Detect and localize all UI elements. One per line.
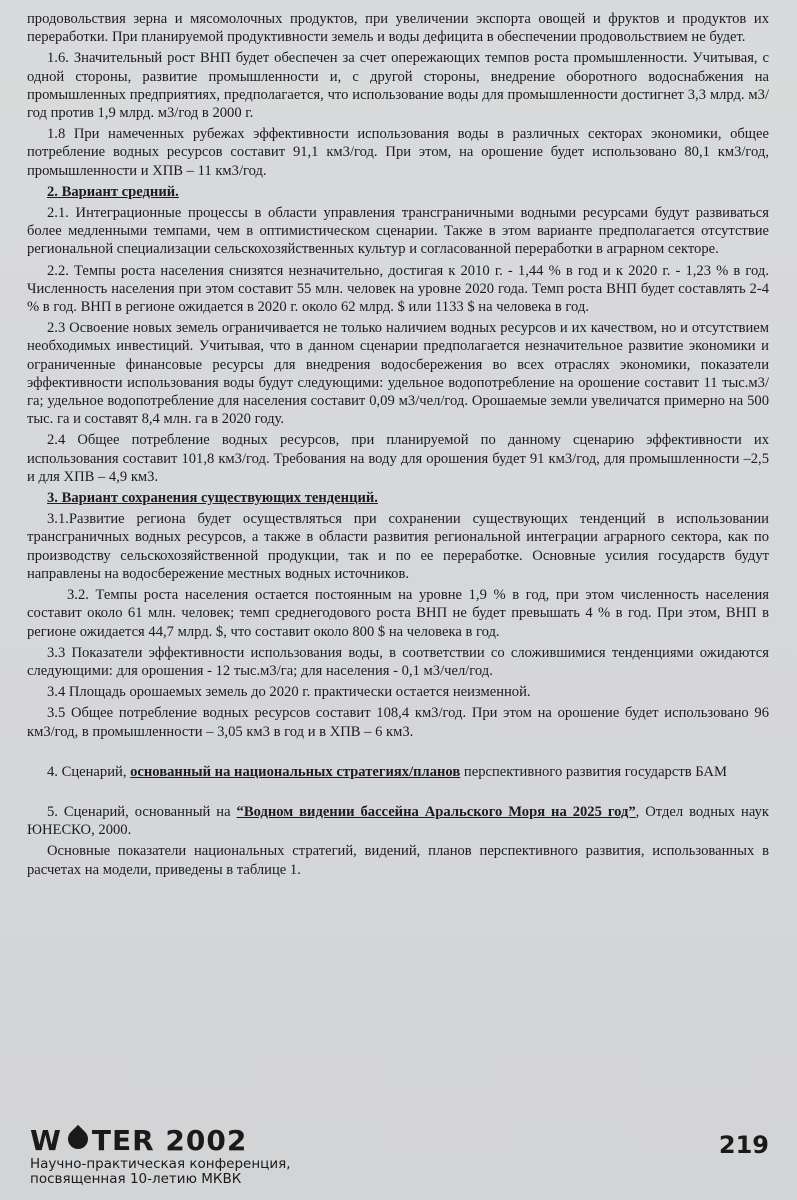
scenario-5: [27, 803, 769, 839]
scenario-5-suffix: , Отдел водных наук ЮНЕСКО, 2000.: [27, 803, 769, 839]
paragraph-1-8: 1.8 При намеченных рубежах эффективности использования воды в различных секторах экономики, общее потребление водных ресурсов составит 91,1 км3/год. При этом, на орошение будет использовано 80,1 км3/год, промышленности и ХПВ – 11 км3/год.: [27, 126, 769, 179]
heading-variant-3-text: 3. Вариант сохранения существующих тенденций.: [47, 490, 378, 507]
body-text: [27, 10, 769, 882]
paragraph-2-4: 2.4 Общее потребление водных ресурсов, при планируемой по данному сценарию эффективности их использования составит 101,8 км3/год. Требования на воду для орошения будет 91 км3/год, для промышленности –2,5 и для ХПВ – 4,9 км3.: [27, 432, 769, 485]
paragraph-3-2: 3.2. Темпы роста населения остается постоянным на уровне 1,9 % в год, при этом численность населения составит около 61 млн. человек; темп среднегодового роста ВНП не будет превышать 4 % в год. При этом, ВНП в регионе ожидается 44,7 млрд. $, что составит около 800 $ на человека в год.: [27, 587, 769, 640]
scenario-4-suffix: перспективного развития государств БАМ: [460, 763, 727, 780]
paragraph-2-3: 2.3 Освоение новых земель ограничивается не только наличием водных ресурсов и их качеством, но и отсутствием необходимых инвестиций. Учитывая, что в данном сценарии предполагается незначительное развитие экономики и ограниченные финансовые ресурсы для внедрения водосбережения во всех отраслях экономики, показатели эффективности использования воды будут следующими: удельное водопотребление на орошение составит 11 тыс.м3/га; удельное водопотребление для населения составит 0,09 м3/чел/год. Орошаемые земли увеличатся примерно на 500 тыс. га и составят 8,4 млн. га в 2020 году.: [27, 320, 769, 428]
paragraph-3-5: 3.5 Общее потребление водных ресурсов составит 108,4 км3/год. При этом на орошение будет использовано 96 км3/год, в промышленности – 3,05 км3 в год и в ХПВ – 6 км3.: [27, 705, 769, 740]
paragraph-3-1: 3.1.Развитие региона будет осуществляться при сохранении существующих тенденций в использовании трансграничных водных ресурсов, а также в области развития региональной интеграции аграрного сектора, как по производству сельскохозяйственной продукции, так и по ее переработке. Основные усилия государств будут направлены на водосбережение местных водных источников.: [27, 511, 769, 582]
paragraph-table-ref: Основные показатели национальных стратегий, видений, планов перспективного развития, использованных в расчетах на модели, приведены в таблице 1.: [27, 843, 769, 878]
paragraph-1-6: 1.6. Значительный рост ВНП будет обеспечен за счет опережающих темпов роста промышленности. Учитывая, с одной стороны, развитие промышленности и, с другой стороны, внедрение оборотного водоснабжения на промышленных предприятиях, предполагается, что использование воды для промышленности достигнет 3,3 млрд. м3/год против 1,9 млрд. м3/год в 2000 г.: [27, 50, 769, 122]
paragraph-3-4: 3.4 Площадь орошаемых земель до 2020 г. практически остается неизменной.: [47, 684, 531, 701]
paragraph-2-1: 2.1. Интеграционные процессы в области управления трансграничными водными ресурсами будут развиваться более медленными темпами, чем в оптимистическом сценарии. Также в этом варианте предполагается отсутствие региональной специализации сельскохозяйственных культур и согласованной переработки в аграрном секторе.: [27, 205, 769, 258]
scenario-5-prefix: 5. Сценарий, основанный на: [47, 803, 237, 820]
page-number: 219: [718, 1131, 769, 1159]
water-drop-icon: [64, 1125, 92, 1153]
page-footer: [30, 1125, 775, 1185]
paragraph-3-3: 3.3 Показатели эффективности использования воды, в соответствии со сложившимися тенденциями ожидаются следующими: для орошения - 12 тыс.м3/га; для населения - 0,1 м3/чел/год.: [27, 644, 769, 679]
logo-text: TER 2002: [91, 1124, 248, 1157]
conference-caption: [30, 1157, 291, 1187]
paragraph-food: продовольствия зерна и мясомолочных продуктов, при увеличении экспорта овощей и фруктов и продуктов их переработки. При планируемой продуктивности земель и воды дефицита в обеспечении продовольствием не будет.: [27, 11, 769, 46]
conference-line-2: посвященная 10-летию МКВК: [30, 1171, 242, 1187]
water-2002-logo: [30, 1125, 247, 1157]
heading-variant-2: [27, 183, 769, 201]
scenario-4-prefix: 4. Сценарий,: [47, 763, 131, 780]
scenario-4-underlined: основанный на национальных стратегиях/планов: [130, 763, 461, 780]
paragraph-2-2: 2.2. Темпы роста населения снизятся незначительно, достигая к 2010 г. - 1,44 % в год и к 2020 г. - 1,23 % в год. Численность населения при этом составит 55 млн. человек на уровне 2020 года. Темп роста ВНП будет составлять 2-4 % в год. ВНП в регионе ожидается в 2020 г. около 62 млрд. $ или 1133 $ на человека в год.: [27, 262, 769, 316]
conference-line-1: Научно-практическая конференция,: [30, 1156, 291, 1172]
scenario-4: [27, 763, 769, 781]
logo-letter-w: W: [30, 1124, 62, 1157]
scenario-5-underlined: “Водном видении бассейна Аральского Моря на 2025 год”: [236, 803, 636, 820]
heading-variant-2-text: 2. Вариант средний.: [47, 183, 179, 200]
heading-variant-3: [27, 489, 769, 507]
